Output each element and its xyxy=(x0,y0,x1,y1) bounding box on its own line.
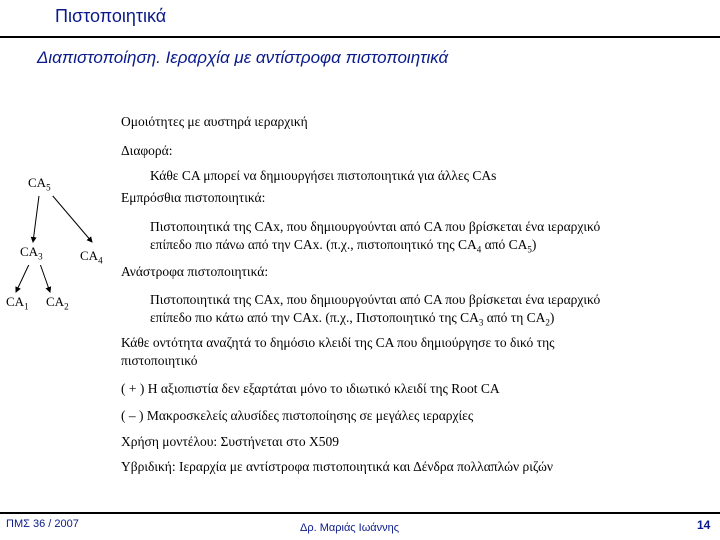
node-ca4: $CA_4$ xyxy=(78,248,105,269)
footer-divider xyxy=(0,512,720,514)
footer-course: ΠΜΣ 36 / 2007 xyxy=(6,518,79,530)
node-ca2: $CA_2$ xyxy=(44,294,71,315)
text-reverse-desc-2: επίπεδο πιο κάτω από την CAx. (π.χ., Πιστοποιητικό της $CA_3$ από τη $CA_2$) xyxy=(150,310,555,328)
ca-hierarchy-diagram xyxy=(0,170,120,320)
node-ca3: $CA_3$ xyxy=(18,244,45,265)
header-divider xyxy=(0,36,720,38)
text-hybrid: Υβριδική: Ιεραρχία με αντίστροφα πιστοποιητικά και Δένδρα πολλαπλών ριζών xyxy=(121,459,553,474)
node-ca5: $CA_5$ xyxy=(26,175,53,196)
text-reverse-heading: Ανάστροφα πιστοποιητικά: xyxy=(121,264,269,279)
text-usage: Χρήση μοντέλου: Συστήνεται στο X509 xyxy=(121,434,339,449)
slide-subtitle: Διαπιστοποίηση. Ιεραρχία με αντίστροφα πιστοποιητικά xyxy=(37,48,449,67)
edge-ca5-ca3 xyxy=(33,188,40,242)
edge-ca5-ca4 xyxy=(46,188,92,242)
text-forward-desc-1: Πιστοποιητικά της CAx, που δημιουργούνται από CA που βρίσκεται ένα ιεραρχικό xyxy=(150,219,601,234)
text-difference: Διαφορά: xyxy=(121,143,173,158)
text-forward-heading: Εμπρόσθια πιστοποιητικά: xyxy=(121,190,266,205)
text-lookup-2: πιστοποιητικό xyxy=(121,353,198,368)
text-each-ca: Κάθε CA μπορεί να δημιουργήσει πιστοποιητικά για άλλες CAs xyxy=(150,168,497,183)
text-con: ( – ) Μακροσκελείς αλυσίδες πιστοποίησης σε μεγάλες ιεραρχίες xyxy=(121,408,474,423)
text-lookup-1: Κάθε οντότητα αναζητά το δημόσιο κλειδί της CA που δημιούργησε το δικό της xyxy=(121,335,555,350)
text-reverse-desc-1: Πιστοποιητικά της CAx, που δημιουργούνται από CA που βρίσκεται ένα ιεραρχικό xyxy=(150,292,601,307)
text-similarities: Ομοιότητες με αυστηρά ιεραρχική xyxy=(121,114,308,129)
text-pro: ( + ) Η αξιοπιστία δεν εξαρτάται μόνο το ιδιωτικό κλειδί της Root CA xyxy=(121,381,500,396)
node-ca1: $CA_1$ xyxy=(4,294,31,315)
text-forward-desc-2: επίπεδο πιο πάνω από την CAx. (π.χ., πιστοποιητικό της $CA_4$ από $CA_5$) xyxy=(150,237,537,255)
header-title: Πιστοποιητικά xyxy=(55,6,167,26)
page-number: 14 xyxy=(697,518,711,532)
footer-author: Δρ. Μαριάς Ιωάννης xyxy=(300,522,400,534)
